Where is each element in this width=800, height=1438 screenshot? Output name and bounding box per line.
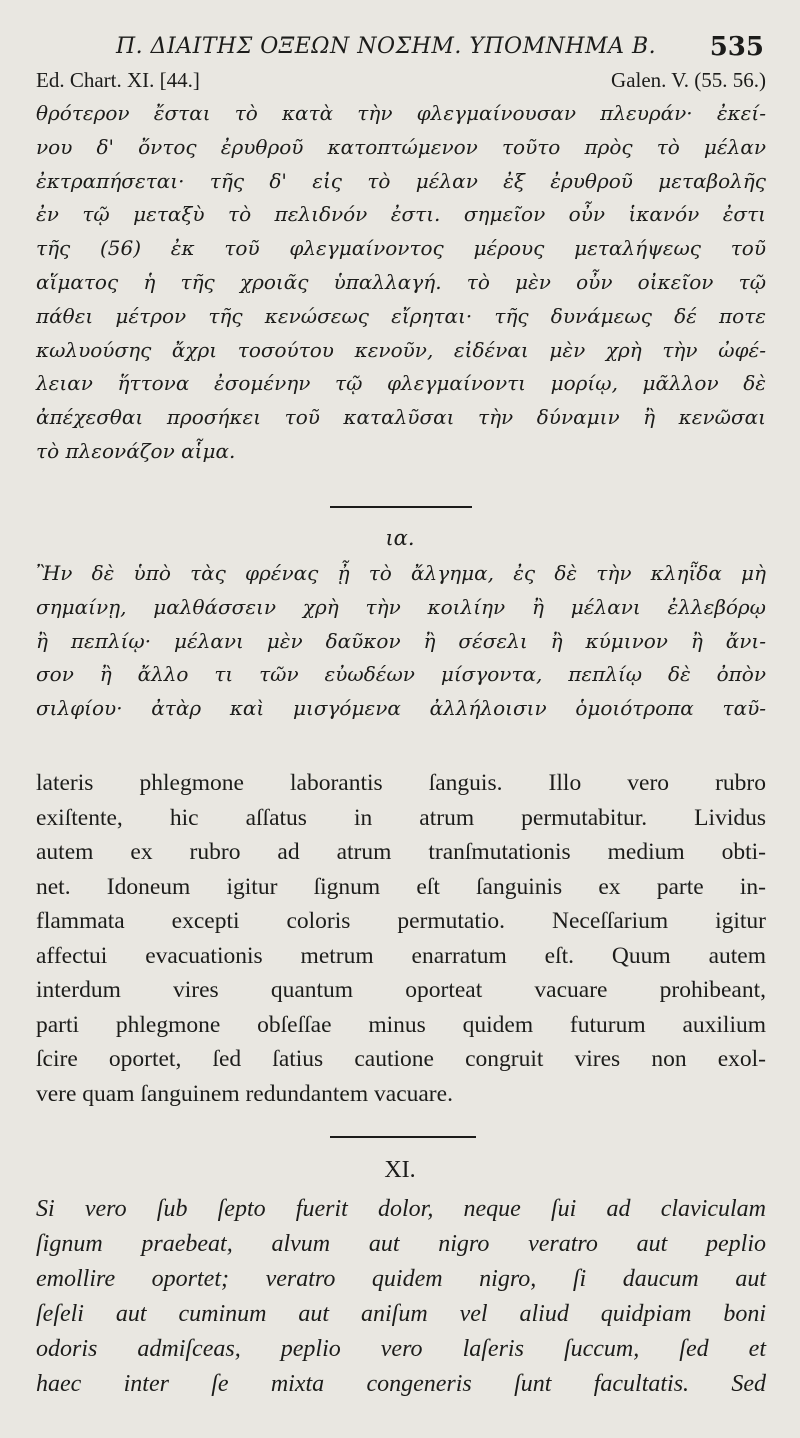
text-line: autem ex rubro ad atrum tranſmutationis medium obti- (36, 839, 766, 865)
running-title: Π. ΔΙΑΙΤΗΣ ΟΞΕΩΝ ΝΟΣΗΜ. ΥΠΟΜΝΗΜΑ Β. (116, 34, 657, 59)
text-line: ἀπέχεσθαι προσήκει τοῦ καταλῦσαι τὴν δύναμιν ἢ κενῶσαι (36, 405, 766, 430)
text-line: exiſtente, hic aſſatus in atrum permutabitur. Lividus (36, 804, 766, 831)
kuehn-reference: Galen. V. (55. 56.) (611, 68, 766, 92)
text-line: Si vero ſub ſepto fuerit dolor, neque ſui ad claviculam (36, 1196, 766, 1222)
text-line: flammata excepti coloris permutatio. Neceſſarium igitur (36, 908, 766, 934)
latin-continuation-paragraph (36, 766, 766, 1111)
page-number: 535 (709, 32, 764, 62)
text-line: emollire oportet; veratro quidem nigro, ſi daucum aut (36, 1266, 766, 1292)
text-line: ſignum praebeat, alvum aut nigro veratro aut peplio (36, 1231, 766, 1257)
text-line: αἵματος ἡ τῆς χροιᾶς ὑπαλλαγή. τὸ μὲν οὖν οἰκεῖον τῷ (36, 269, 766, 294)
text-line: lateris phlegmone laborantis ſanguis. Illo vero rubro (36, 770, 766, 796)
text-line: ſeſeli aut cuminum aut aniſum vel aliud quidpiam boni (36, 1301, 766, 1327)
text-line: haec inter ſe mixta congeneris ſunt facultatis. Sed (36, 1371, 766, 1397)
text-line: vere quam ſanguinem redundantem vacuare. (36, 1080, 453, 1107)
greek-continuation-paragraph (36, 97, 766, 469)
text-line: Ἢν δὲ ὑπὸ τὰς φρένας ᾖ τὸ ἄλγημα, ἐς δὲ τὴν κληῗδα μὴ (36, 561, 766, 585)
text-line: λειαν ἥττονα ἐσομένην τῷ φλεγμαίνοντι μορίῳ, μᾶλλον δὲ (36, 371, 766, 396)
text-line: σημαίνῃ, μαλθάσσειν χρὴ τὴν κοιλίην ἢ μέλανι ἐλλεβόρῳ (36, 594, 766, 619)
running-head (36, 32, 772, 66)
text-line: ἢ πεπλίῳ· μέλανι μὲν δαῦκον ἢ σέσελι ἢ κύμινον ἢ ἄνι- (36, 628, 766, 653)
chartier-reference: Ed. Chart. XI. [44.] (36, 68, 200, 92)
greek-section-number: ια. (385, 526, 415, 550)
latin-section-paragraph (36, 1192, 766, 1402)
text-line: πάθει μέτρον τῆς κενώσεως εἴρηται· τῆς δυνάμεως δέ ποτε (36, 303, 766, 328)
text-line: ſcire oportet, ſed ſatius cautione congruit vires non exol- (36, 1046, 766, 1072)
edition-reference-line (36, 68, 772, 94)
text-line: θρότερον ἔσται τὸ κατὰ τὴν φλεγμαίνουσαν πλευράν· ἐκεί- (36, 101, 766, 125)
section-divider (330, 1136, 476, 1138)
text-line: σον ἢ ἄλλο τι τῶν εὐωδέων μίσγοντα, πεπλίῳ δὲ ὀπὸν (36, 662, 766, 687)
text-line: ἐκτραπήσεται· τῆς δ' εἰς τὸ μέλαν ἐξ ἐρυθροῦ μεταβολῆς (36, 168, 766, 193)
text-line: τῆς (56) ἐκ τοῦ φλεγμαίνοντος μέρους μεταλήψεως τοῦ (36, 236, 766, 261)
section-divider (330, 506, 472, 508)
latin-section-number: XI. (384, 1157, 416, 1183)
text-line: σιλφίου· ἀτὰρ καὶ μισγόμενα ἀλλήλοισιν ὁμοιότροπα ταῦ- (36, 696, 766, 721)
text-line: τὸ πλεονάζον αἷμα. (36, 438, 236, 463)
text-line: affectui evacuationis metrum enarratum eſt. Quum autem (36, 942, 766, 969)
text-line: net. Idoneum igitur ſignum eſt ſanguinis ex parte in- (36, 873, 766, 900)
text-line: κωλυούσης ἄχρι τοσούτου κενοῦν, εἰδέναι μὲν χρὴ τὴν ὠφέ- (36, 337, 766, 362)
text-line: νου δ' ὄντος ἐρυθροῦ κατοπτώμενον τοῦτο πρὸς τὸ μέλαν (36, 134, 766, 159)
text-line: odoris admiſceas, peplio vero laſeris ſuccum, ſed et (36, 1336, 766, 1362)
greek-section-paragraph (36, 557, 766, 726)
text-line: ἐν τῷ μεταξὺ τὸ πελιδνόν ἐστι. σημεῖον οὖν ἱκανόν ἐστι (36, 202, 766, 227)
text-line: interdum vires quantum oporteat vacuare prohibeant, (36, 977, 766, 1003)
text-line: parti phlegmone obſeſſae minus quidem futurum auxilium (36, 1011, 766, 1038)
